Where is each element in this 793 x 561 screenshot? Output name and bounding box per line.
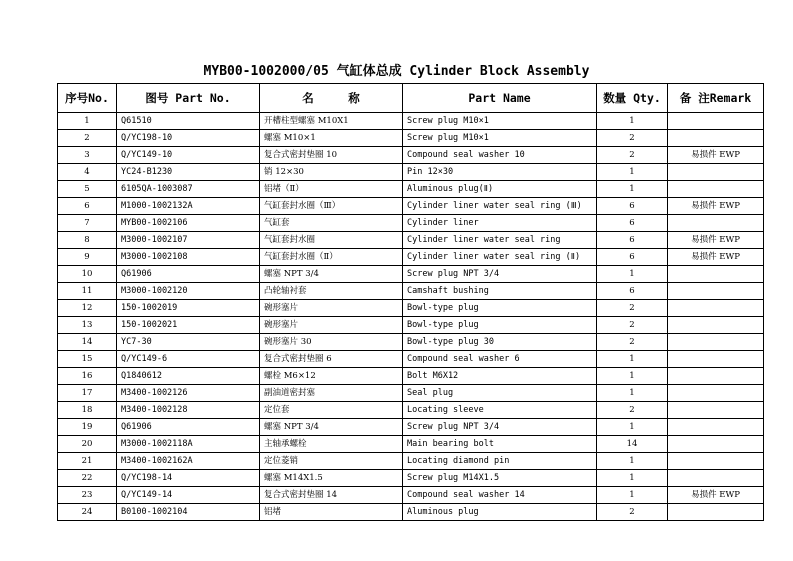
header-no: 序号No. xyxy=(58,84,117,113)
part-name-cell: Locating sleeve xyxy=(403,402,597,419)
part-number-cell: 150-1002021 xyxy=(117,317,260,334)
chinese-name-cell: 销 12×30 xyxy=(260,164,403,181)
remark-cell xyxy=(668,164,764,181)
chinese-name-cell: 气缸套 xyxy=(260,215,403,232)
part-name-cell: Bowl-type plug xyxy=(403,300,597,317)
part-name-cell: Aluminous plug xyxy=(403,504,597,521)
row-number-cell: 5 xyxy=(58,181,117,198)
remark-cell: 易损件 EWP xyxy=(668,232,764,249)
part-number-cell: YC24-B1230 xyxy=(117,164,260,181)
chinese-name-cell: 气缸套封水圈（Ⅲ） xyxy=(260,198,403,215)
table-row xyxy=(58,487,764,504)
remark-cell xyxy=(668,453,764,470)
table-row xyxy=(58,419,764,436)
chinese-name-cell: 主轴承螺栓 xyxy=(260,436,403,453)
chinese-name-cell: 铝堵 xyxy=(260,504,403,521)
part-name-cell: Screw plug M10×1 xyxy=(403,130,597,147)
remark-cell xyxy=(668,215,764,232)
quantity-cell: 1 xyxy=(597,113,668,130)
part-number-cell: YC7-30 xyxy=(117,334,260,351)
quantity-cell: 14 xyxy=(597,436,668,453)
quantity-cell: 2 xyxy=(597,504,668,521)
chinese-name-cell: 螺塞 M14X1.5 xyxy=(260,470,403,487)
part-number-cell: Q/YC198-14 xyxy=(117,470,260,487)
remark-cell xyxy=(668,504,764,521)
chinese-name-cell: 气缸套封水圈（Ⅱ） xyxy=(260,249,403,266)
chinese-name-cell: 副油道密封塞 xyxy=(260,385,403,402)
row-number-cell: 23 xyxy=(58,487,117,504)
chinese-name-cell: 凸轮轴衬套 xyxy=(260,283,403,300)
part-number-cell: Q1840612 xyxy=(117,368,260,385)
row-number-cell: 13 xyxy=(58,317,117,334)
part-number-cell: Q/YC149-10 xyxy=(117,147,260,164)
table-row xyxy=(58,317,764,334)
remark-cell xyxy=(668,130,764,147)
part-number-cell: M3400-1002162A xyxy=(117,453,260,470)
row-number-cell: 11 xyxy=(58,283,117,300)
chinese-name-cell: 螺栓 M6×12 xyxy=(260,368,403,385)
table-row xyxy=(58,470,764,487)
quantity-cell: 1 xyxy=(597,487,668,504)
quantity-cell: 1 xyxy=(597,351,668,368)
part-number-cell: M3000-1002120 xyxy=(117,283,260,300)
part-number-cell: M3000-1002118A xyxy=(117,436,260,453)
row-number-cell: 12 xyxy=(58,300,117,317)
row-number-cell: 18 xyxy=(58,402,117,419)
part-number-cell: Q61906 xyxy=(117,266,260,283)
part-name-cell: Main bearing bolt xyxy=(403,436,597,453)
remark-cell xyxy=(668,181,764,198)
table-row xyxy=(58,181,764,198)
table-header-row xyxy=(58,84,764,113)
table-row xyxy=(58,266,764,283)
row-number-cell: 20 xyxy=(58,436,117,453)
part-name-cell: Cylinder liner xyxy=(403,215,597,232)
table-row xyxy=(58,147,764,164)
chinese-name-cell: 定位菱销 xyxy=(260,453,403,470)
quantity-cell: 6 xyxy=(597,215,668,232)
header-name-cn: 名 称 xyxy=(260,84,403,113)
table-row xyxy=(58,232,764,249)
quantity-cell: 6 xyxy=(597,249,668,266)
chinese-name-cell: 定位套 xyxy=(260,402,403,419)
quantity-cell: 6 xyxy=(597,198,668,215)
chinese-name-cell: 螺塞 NPT 3/4 xyxy=(260,419,403,436)
quantity-cell: 1 xyxy=(597,419,668,436)
chinese-name-cell: 铝堵（Ⅱ） xyxy=(260,181,403,198)
table-row xyxy=(58,215,764,232)
table-row xyxy=(58,198,764,215)
part-name-cell: Locating diamond pin xyxy=(403,453,597,470)
row-number-cell: 8 xyxy=(58,232,117,249)
header-part-no: 图号 Part No. xyxy=(117,84,260,113)
header-remark: 备 注Remark xyxy=(668,84,764,113)
row-number-cell: 15 xyxy=(58,351,117,368)
remark-cell xyxy=(668,283,764,300)
quantity-cell: 2 xyxy=(597,130,668,147)
remark-cell: 易损件 EWP xyxy=(668,147,764,164)
chinese-name-cell: 碗形塞片 30 xyxy=(260,334,403,351)
remark-cell xyxy=(668,113,764,130)
row-number-cell: 17 xyxy=(58,385,117,402)
remark-cell xyxy=(668,402,764,419)
part-name-cell: Screw plug M10×1 xyxy=(403,113,597,130)
chinese-name-cell: 开槽柱型螺塞 M10X1 xyxy=(260,113,403,130)
remark-cell xyxy=(668,300,764,317)
header-part-name: Part Name xyxy=(403,84,597,113)
row-number-cell: 16 xyxy=(58,368,117,385)
chinese-name-cell: 碗形塞片 xyxy=(260,300,403,317)
quantity-cell: 2 xyxy=(597,147,668,164)
quantity-cell: 1 xyxy=(597,453,668,470)
remark-cell xyxy=(668,317,764,334)
remark-cell: 易损件 EWP xyxy=(668,249,764,266)
table-row xyxy=(58,300,764,317)
row-number-cell: 9 xyxy=(58,249,117,266)
remark-cell xyxy=(668,436,764,453)
part-number-cell: Q/YC149-14 xyxy=(117,487,260,504)
quantity-cell: 2 xyxy=(597,402,668,419)
table-row xyxy=(58,283,764,300)
part-name-cell: Compound seal washer 6 xyxy=(403,351,597,368)
row-number-cell: 6 xyxy=(58,198,117,215)
part-name-cell: Compound seal washer 10 xyxy=(403,147,597,164)
remark-cell: 易损件 EWP xyxy=(668,198,764,215)
row-number-cell: 2 xyxy=(58,130,117,147)
row-number-cell: 4 xyxy=(58,164,117,181)
row-number-cell: 1 xyxy=(58,113,117,130)
quantity-cell: 2 xyxy=(597,300,668,317)
row-number-cell: 14 xyxy=(58,334,117,351)
part-number-cell: 150-1002019 xyxy=(117,300,260,317)
part-name-cell: Camshaft bushing xyxy=(403,283,597,300)
part-name-cell: Cylinder liner water seal ring (Ⅲ) xyxy=(403,198,597,215)
part-name-cell: Bowl-type plug xyxy=(403,317,597,334)
row-number-cell: 24 xyxy=(58,504,117,521)
chinese-name-cell: 气缸套封水圈 xyxy=(260,232,403,249)
row-number-cell: 3 xyxy=(58,147,117,164)
part-name-cell: Screw plug M14X1.5 xyxy=(403,470,597,487)
chinese-name-cell: 碗形塞片 xyxy=(260,317,403,334)
remark-cell xyxy=(668,470,764,487)
table-row xyxy=(58,351,764,368)
chinese-name-cell: 复合式密封垫圈 14 xyxy=(260,487,403,504)
quantity-cell: 1 xyxy=(597,164,668,181)
quantity-cell: 1 xyxy=(597,266,668,283)
remark-cell xyxy=(668,419,764,436)
part-number-cell: MYB00-1002106 xyxy=(117,215,260,232)
table-row xyxy=(58,334,764,351)
chinese-name-cell: 螺塞 NPT 3/4 xyxy=(260,266,403,283)
row-number-cell: 21 xyxy=(58,453,117,470)
table-row xyxy=(58,504,764,521)
quantity-cell: 1 xyxy=(597,470,668,487)
quantity-cell: 1 xyxy=(597,181,668,198)
part-name-cell: Cylinder liner water seal ring (Ⅱ) xyxy=(403,249,597,266)
part-number-cell: M1000-1002132A xyxy=(117,198,260,215)
part-name-cell: Screw plug NPT 3/4 xyxy=(403,419,597,436)
row-number-cell: 7 xyxy=(58,215,117,232)
remark-cell xyxy=(668,351,764,368)
part-number-cell: M3000-1002107 xyxy=(117,232,260,249)
part-name-cell: Aluminous plug(Ⅱ) xyxy=(403,181,597,198)
part-name-cell: Seal plug xyxy=(403,385,597,402)
part-number-cell: Q/YC198-10 xyxy=(117,130,260,147)
table-row xyxy=(58,402,764,419)
table-row xyxy=(58,453,764,470)
chinese-name-cell: 复合式密封垫圈 10 xyxy=(260,147,403,164)
remark-cell xyxy=(668,385,764,402)
quantity-cell: 2 xyxy=(597,317,668,334)
part-name-cell: Bolt M6X12 xyxy=(403,368,597,385)
table-row xyxy=(58,113,764,130)
document-title: MYB00-1002000/05 气缸体总成 Cylinder Block Assembly xyxy=(203,64,590,79)
remark-cell xyxy=(668,266,764,283)
part-name-cell: Screw plug NPT 3/4 xyxy=(403,266,597,283)
row-number-cell: 22 xyxy=(58,470,117,487)
table-row xyxy=(58,385,764,402)
quantity-cell: 1 xyxy=(597,368,668,385)
part-name-cell: Cylinder liner water seal ring xyxy=(403,232,597,249)
part-number-cell: 6105QA-1003087 xyxy=(117,181,260,198)
row-number-cell: 10 xyxy=(58,266,117,283)
table-body xyxy=(58,113,764,521)
table-row xyxy=(58,164,764,181)
table-row xyxy=(58,249,764,266)
part-number-cell: M3400-1002126 xyxy=(117,385,260,402)
remark-cell xyxy=(668,368,764,385)
quantity-cell: 1 xyxy=(597,385,668,402)
quantity-cell: 2 xyxy=(597,334,668,351)
part-number-cell: Q61906 xyxy=(117,419,260,436)
table-row xyxy=(58,436,764,453)
part-name-cell: Pin 12×30 xyxy=(403,164,597,181)
chinese-name-cell: 螺塞 M10×1 xyxy=(260,130,403,147)
part-number-cell: Q61510 xyxy=(117,113,260,130)
part-number-cell: M3000-1002108 xyxy=(117,249,260,266)
part-number-cell: Q/YC149-6 xyxy=(117,351,260,368)
chinese-name-cell: 复合式密封垫圈 6 xyxy=(260,351,403,368)
part-name-cell: Compound seal washer 14 xyxy=(403,487,597,504)
header-qty: 数量 Qty. xyxy=(597,84,668,113)
remark-cell xyxy=(668,334,764,351)
part-number-cell: B0100-1002104 xyxy=(117,504,260,521)
table-row xyxy=(58,368,764,385)
part-name-cell: Bowl-type plug 30 xyxy=(403,334,597,351)
remark-cell: 易损件 EWP xyxy=(668,487,764,504)
table-row xyxy=(58,130,764,147)
row-number-cell: 19 xyxy=(58,419,117,436)
parts-table xyxy=(57,83,764,521)
part-number-cell: M3400-1002128 xyxy=(117,402,260,419)
quantity-cell: 6 xyxy=(597,232,668,249)
quantity-cell: 6 xyxy=(597,283,668,300)
